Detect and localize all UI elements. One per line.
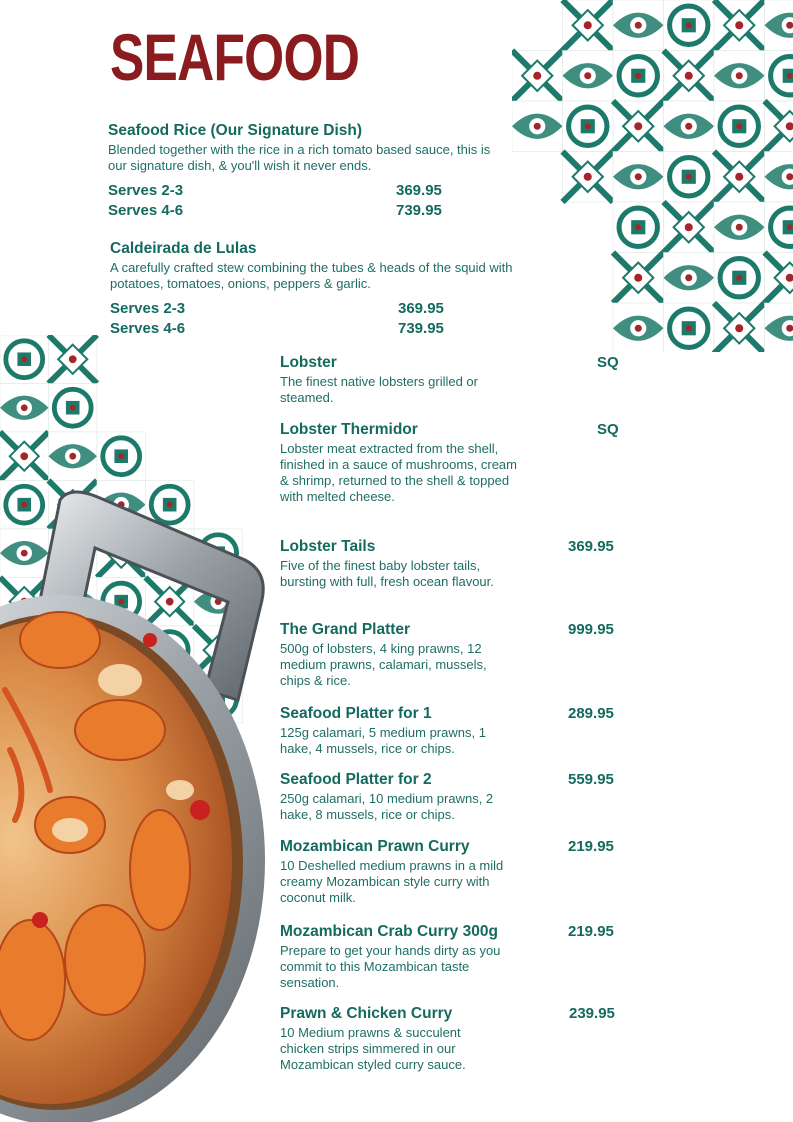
- item-price: SQ: [597, 421, 619, 438]
- tile: [0, 383, 48, 431]
- item-price: 369.95: [568, 538, 614, 555]
- dish-description: A carefully crafted stew combining the tubes & heads of the squid with potatoes, tomatoes, onions, peppers & garlic.: [110, 260, 513, 291]
- menu-item-lobster-tails: [280, 538, 625, 590]
- tile: [765, 303, 793, 352]
- tile: [765, 202, 793, 253]
- dish-name: Seafood Rice (Our Signature Dish): [108, 122, 363, 139]
- tile: [714, 0, 765, 51]
- tile: [765, 0, 793, 51]
- tile: [714, 51, 765, 102]
- item-description: Prepare to get your hands dirty as you commit to this Mozambican taste sensation.: [280, 943, 501, 990]
- signature-dish: [108, 122, 528, 222]
- tile: [714, 202, 765, 253]
- tile: [714, 303, 765, 352]
- serve-label: Serves 2-3: [108, 182, 184, 199]
- tile: [563, 101, 614, 152]
- serve-price: 739.95: [396, 202, 442, 219]
- tile: [664, 51, 715, 102]
- item-price: SQ: [597, 354, 619, 371]
- item-description: 10 Deshelled medium prawns in a mild creamy Mozambican style curry with coconut milk.: [280, 858, 504, 905]
- item-price: 289.95: [568, 705, 614, 722]
- menu-item-lobster: [280, 354, 625, 406]
- menu-item-seafood-platter-1: [280, 705, 625, 757]
- tile: [563, 51, 614, 102]
- item-name: Lobster: [280, 354, 337, 371]
- dish-description: Blended together with the rice in a rich tomato based sauce, this is our signature dish, & you'll wish it never ends.: [108, 142, 491, 173]
- tile: [563, 152, 614, 203]
- tile: [563, 0, 614, 51]
- item-name: Lobster Thermidor: [280, 421, 418, 438]
- item-name: The Grand Platter: [280, 621, 411, 638]
- tile: [613, 202, 664, 253]
- page-title: SEAFOOD: [110, 20, 360, 94]
- tile: [0, 335, 48, 383]
- tile: [613, 152, 664, 203]
- tile: [664, 253, 715, 304]
- tile: [512, 51, 563, 102]
- item-name: Prawn & Chicken Curry: [280, 1005, 453, 1022]
- serve-price: 369.95: [398, 300, 444, 317]
- tile: [613, 101, 664, 152]
- signature-dish: [110, 240, 530, 340]
- item-price: 999.95: [568, 621, 614, 638]
- item-name: Seafood Platter for 1: [280, 705, 432, 722]
- serve-price: 739.95: [398, 320, 444, 337]
- item-name: Mozambican Prawn Curry: [280, 838, 470, 855]
- item-description: Five of the finest baby lobster tails, bursting with full, fresh ocean flavour.: [280, 558, 494, 589]
- menu-item-seafood-platter-2: [280, 771, 625, 823]
- item-description: 250g calamari, 10 medium prawns, 2 hake, 8 mussels, rice or chips.: [280, 791, 494, 822]
- item-description: 500g of lobsters, 4 king prawns, 12 medium prawns, calamari, mussels, chips & rice.: [280, 641, 487, 688]
- item-price: 559.95: [568, 771, 614, 788]
- item-description: The finest native lobsters grilled or steamed.: [280, 374, 478, 405]
- tile: [48, 335, 96, 383]
- seafood-rice-pan-image: [0, 490, 275, 1122]
- tile: [664, 303, 715, 352]
- tile: [664, 0, 715, 51]
- item-price: 219.95: [568, 923, 614, 940]
- tile: [765, 152, 793, 203]
- tile: [613, 253, 664, 304]
- tile: [613, 0, 664, 51]
- tile: [613, 303, 664, 352]
- tile: [664, 202, 715, 253]
- item-name: Lobster Tails: [280, 538, 376, 555]
- tile: [714, 152, 765, 203]
- tile: [765, 253, 793, 304]
- tile: [714, 253, 765, 304]
- tile: [765, 101, 793, 152]
- menu-item-mozambican-crab-curry: [280, 923, 625, 991]
- serve-label: Serves 2-3: [110, 300, 186, 317]
- menu-item-grand-platter: [280, 621, 625, 689]
- serve-label: Serves 4-6: [110, 320, 186, 337]
- tile: [664, 101, 715, 152]
- tile: [664, 152, 715, 203]
- item-price: 219.95: [568, 838, 614, 855]
- item-name: Mozambican Crab Curry 300g: [280, 923, 498, 940]
- menu-item-lobster-thermidor: [280, 421, 625, 505]
- tile: [765, 51, 793, 102]
- dish-name: Caldeirada de Lulas: [110, 240, 257, 257]
- item-description: 10 Medium prawns & succulent chicken strips simmered in our Mozambican styled curry sauce.: [280, 1025, 466, 1072]
- tile: [714, 101, 765, 152]
- tile: [0, 432, 48, 480]
- serve-label: Serves 4-6: [108, 202, 184, 219]
- item-description: 125g calamari, 5 medium prawns, 1 hake, 4 mussels, rice or chips.: [280, 725, 486, 756]
- item-name: Seafood Platter for 2: [280, 771, 432, 788]
- serve-price: 369.95: [396, 182, 442, 199]
- azulejo-tiles-top-right: [512, 0, 793, 352]
- item-price: 239.95: [569, 1005, 615, 1022]
- menu-item-prawn-chicken-curry: [280, 1005, 625, 1073]
- item-description: Lobster meat extracted from the shell, finished in a sauce of mushrooms, cream & shrimp, returned to the shell & topped with melted cheese.: [280, 441, 517, 504]
- tile: [613, 51, 664, 102]
- tile: [97, 432, 145, 480]
- tile: [48, 432, 96, 480]
- tile: [48, 383, 96, 431]
- menu-item-mozambican-prawn-curry: [280, 838, 625, 906]
